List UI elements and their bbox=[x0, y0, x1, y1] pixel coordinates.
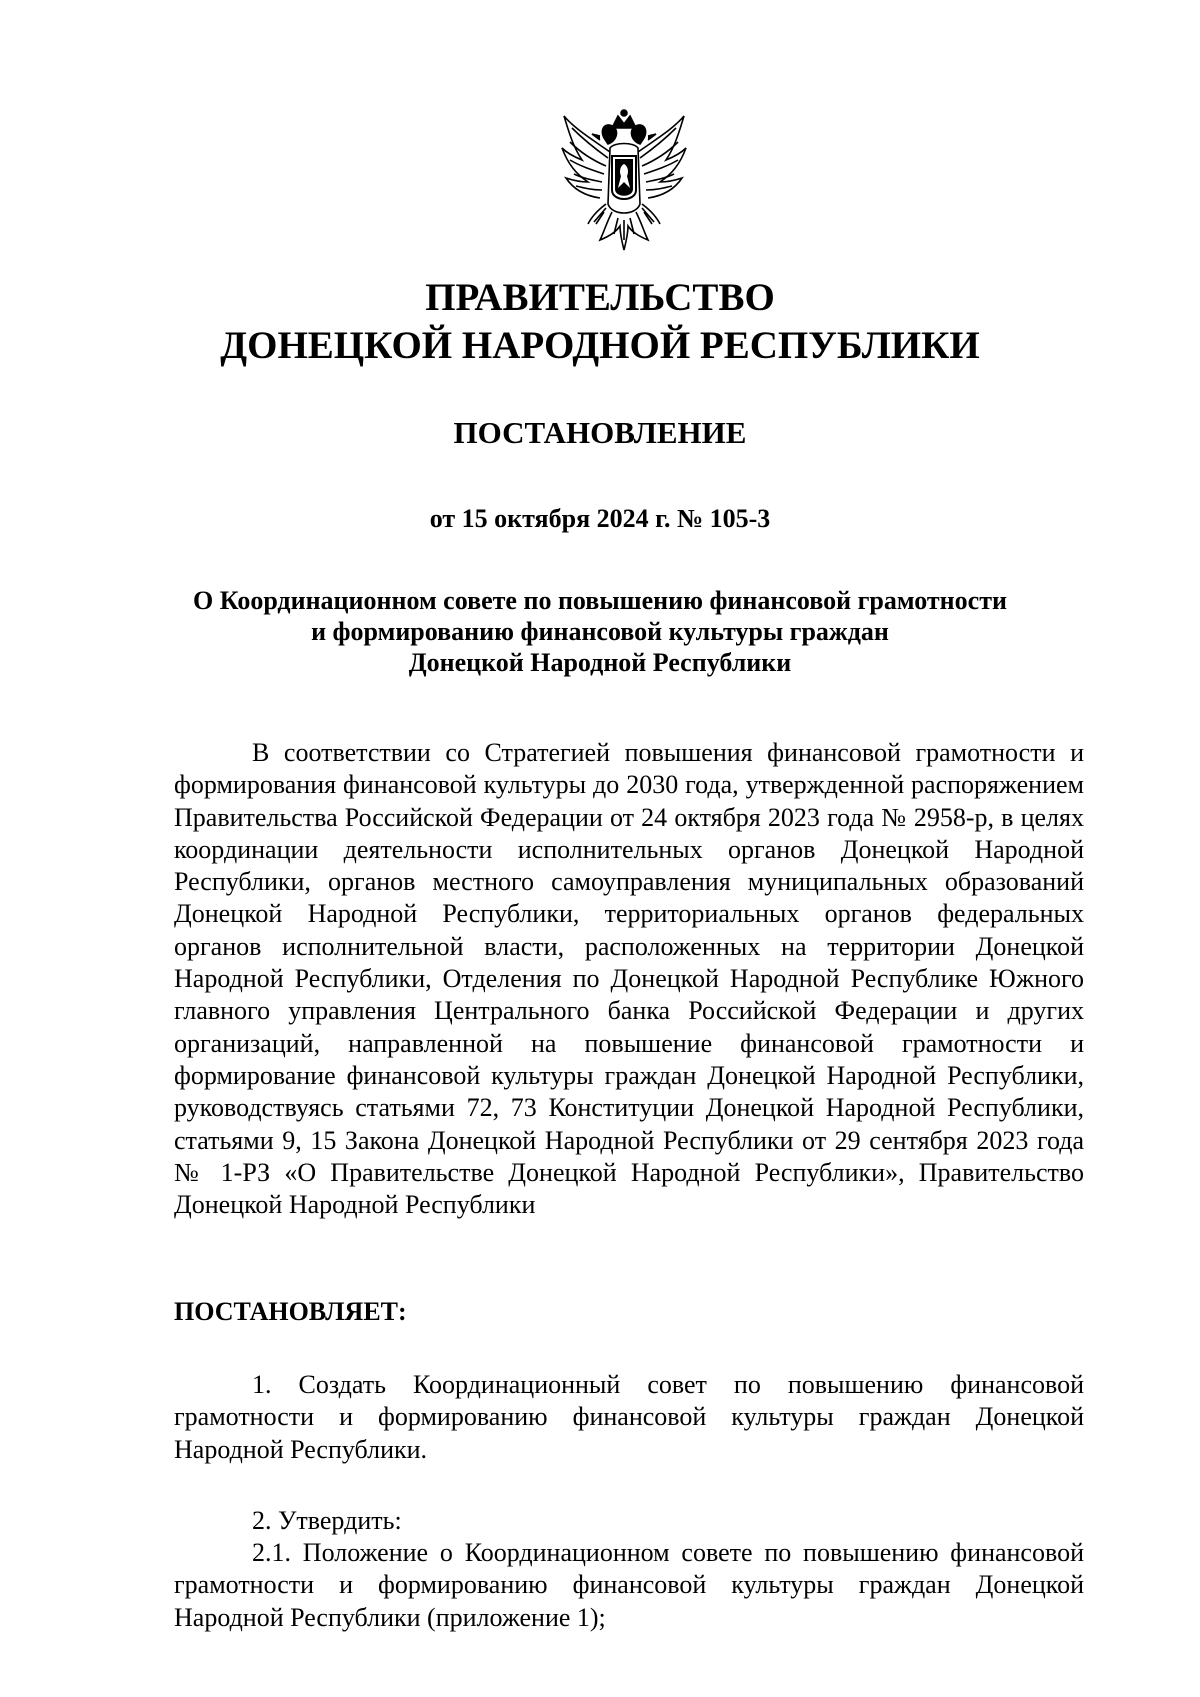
government-title bbox=[0, 274, 1200, 370]
coat-of-arms-icon bbox=[560, 108, 688, 258]
item-1-paragraph: 1. Создать Координационный совет по повышению финансовой грамотности и формированию финансовой культуры граждан Донецкой Народной Республики. bbox=[174, 1370, 1084, 1464]
document-subject-line-2: и формированию финансовой культуры граждан bbox=[311, 617, 889, 646]
government-title-line-1: ПРАВИТЕЛЬСТВО bbox=[425, 276, 775, 319]
item-2-1-paragraph: 2.1. Положение о Координационном совете по повышению финансовой грамотности и формированию финансовой культуры граждан Донецкой Народной Республики (приложение 1); bbox=[174, 1538, 1084, 1632]
document-subject-line-3: Донецкой Народной Республики bbox=[408, 648, 792, 677]
document-subject-line-1: О Координационном совете по повышению финансовой грамотности bbox=[193, 586, 1007, 615]
decree-heading: ПОСТАНОВЛЯЕТ: bbox=[174, 1297, 407, 1326]
government-title-line-2: ДОНЕЦКОЙ НАРОДНОЙ РЕСПУБЛИКИ bbox=[220, 324, 980, 367]
document-subject bbox=[150, 585, 1050, 678]
document-date-number: от 15 октября 2024 г. № 105-3 bbox=[429, 504, 771, 533]
item-2-paragraph: 2. Утвердить: bbox=[252, 1506, 402, 1535]
preamble-paragraph: В соответствии со Стратегией повышения финансовой грамотности и формирования финансовой культуры до 2030 года, утвержденной распоряжением Правительства Российской Федерации от 24 октября 2023 года № 2958-р, в целях координации деятельности исполнительных органов Донецкой Народной Республики, органов местного самоуправления муниципальных образований Донецкой Народной Республики, территориальных органов федеральных органов исполнительной власти, расположенных на территории Донецкой Народной Республики, Отделения по Донецкой Народной Республике Южного главного управления Центрального банка Российской Федерации и других организаций, направленной на повышение финансовой грамотности и формирование финансовой культуры граждан Донецкой Народной Республики, руководствуясь статьями 72, 73 Конституции Донецкой Народной Республики, статьями 9, 15 Закона Донецкой Народной Республики от 29 сентября 2023 года № 1-РЗ «О Правительстве Донецкой Народной Республики», Правительство Донецкой Народной Республики bbox=[174, 738, 1084, 1220]
document-type: ПОСТАНОВЛЕНИЕ bbox=[453, 415, 747, 450]
